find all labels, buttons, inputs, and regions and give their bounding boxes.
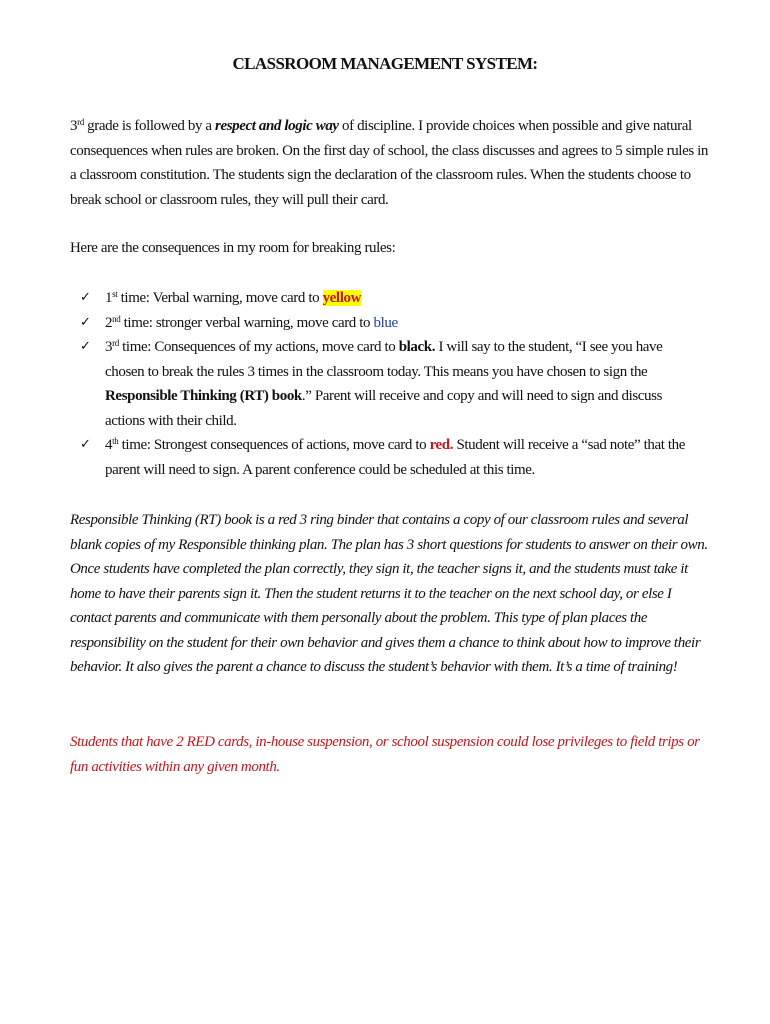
item-suffix: th bbox=[112, 436, 119, 446]
item-after-text: Student will receive a “sad note” that the parent will need to sign. A parent conference could be scheduled at this time. bbox=[105, 437, 685, 478]
rt-book-name: Responsible Thinking (RT) book bbox=[105, 388, 302, 404]
item-number: 1 bbox=[105, 290, 113, 306]
item-text: time: stronger verbal warning, move card to bbox=[120, 314, 374, 331]
intro-emphasis: respect and logic way bbox=[215, 118, 339, 134]
consequence-list bbox=[80, 286, 700, 482]
consequences-heading: Here are the consequences in my room for breaking rules: bbox=[70, 240, 396, 256]
checkmark-icon: ✓ bbox=[80, 339, 91, 354]
checkmark-icon: ✓ bbox=[80, 314, 91, 330]
item-text: time: Verbal warning, move card to bbox=[117, 290, 323, 306]
item-number: 3 bbox=[105, 339, 113, 355]
checkmark-icon: ✓ bbox=[80, 437, 91, 452]
rt-book-note: Responsible Thinking (RT) book is a red 3 ring binder that contains a copy of our classroom rules and several blank copies of my Responsible thinking plan. The plan has 3 short questions for students to answer on their own. Once students have completed the plan correctly, they sign it, the teacher signs it, and the students must take it home to have their parents sign it. Then the student returns it to the teacher on the next school day, or else I contact parents and communicate with them personally about the problem. This type of plan places the responsibility on the student for their own behavior and gives them a chance to think about how to improve their behavior. It also gives the parent a chance to discuss the student’s behavior with them. It’s a time of training! bbox=[70, 512, 708, 675]
item-text: time: Consequences of my actions, move card to bbox=[118, 339, 399, 355]
item-suffix: st bbox=[112, 289, 118, 299]
item-suffix: nd bbox=[112, 313, 121, 324]
item-number: 2 bbox=[105, 314, 113, 331]
page-title: CLASSROOM MANAGEMENT SYSTEM: bbox=[232, 54, 538, 73]
intro-text-b: of discipline. I provide choices when possible and give natural consequences when rules are broken. On the first day of school, the class discusses and agrees to 5 simple rules in a classroom constitution. The students sign the declaration of the classroom rules. When the students choose to break school or classroom rules, they will pull their card. bbox=[70, 118, 708, 208]
intro-paragraph bbox=[70, 114, 710, 212]
item-after-text: I will say to the student, “I see you have chosen to break the rules 3 times in the classroom today. This means you have chosen to sign the bbox=[105, 339, 663, 380]
yellow-card-label: yellow bbox=[322, 290, 362, 306]
warning-note: Students that have 2 RED cards, in-house suspension, or school suspension could lose privileges to field trips or fun activities within any given month. bbox=[70, 734, 700, 775]
black-card-label: black. bbox=[398, 339, 436, 355]
item-number: 4 bbox=[105, 437, 113, 453]
item-suffix: rd bbox=[112, 338, 119, 348]
item-text: time: Strongest consequences of actions, move card to bbox=[118, 437, 430, 453]
grade-suffix: rd bbox=[77, 117, 84, 127]
consequence-item-4 bbox=[80, 433, 700, 482]
item-after-text-2: .” Parent will receive and copy and will need to sign and discuss actions with their child. bbox=[105, 388, 663, 429]
consequence-item-3 bbox=[80, 335, 700, 433]
blue-card-label: blue bbox=[373, 314, 398, 331]
checkmark-icon: ✓ bbox=[80, 290, 91, 305]
consequence-item-2 bbox=[80, 311, 700, 336]
grade-number: 3 bbox=[70, 118, 78, 134]
consequence-item-1 bbox=[80, 286, 700, 311]
red-card-label: red. bbox=[429, 437, 454, 453]
intro-text-a: grade is followed by a bbox=[83, 118, 216, 134]
